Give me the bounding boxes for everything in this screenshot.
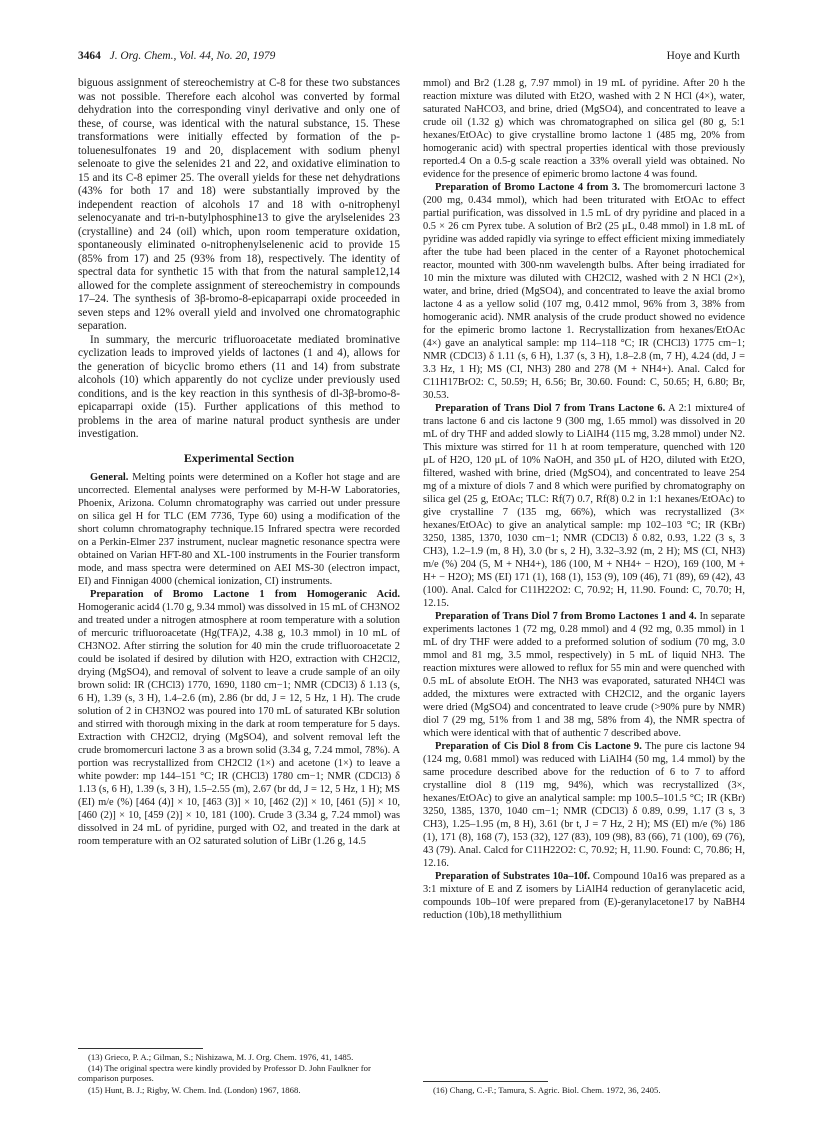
paragraph-body: Homogeranic acid4 (1.70 g, 9.34 mmol) was dissolved in 15 mL of CH3NO2 and treated under a nitrogen atmosphere at room temperature with a solution of mercuric trifluoroacetate (Hg(TFA)2, 4.38 g, 10.3 mmol) in 10 mL of CH3NO2. After stirring the solution for 40 min the crude trifluoroacetate 2 could be isolated if desired by dilution with H2O, extraction with CH2Cl2, drying (MgSO4), and removal of solvent to leave a crude sample of an oily brown solid: IR (CHCl3) 1770, 1690, 1180 cm−1; NMR (CDCl3) δ 1.13 (s, 6 H), 1.39 (s, 3 H), 1.4–2.6 (m), 2.86 (br dd, J = 12, 5 Hz, 1 H). The crude solution of 2 in CH3NO2 was poured into 170 mL of saturated KBr solution and stirred with thorough mixing in the dark at room temperature for 5 days. Extraction with CH2Cl2, drying (MgSO4), and solvent removal left the crude bromomercuri lactone 3 as a brown solid (3.34 g, 7.24 mmol, 78%). A portion was recrystallized from CH2Cl2 (1×) and acetone (1×) to leave a white powder: mp 144–151 °C; IR (CHCl3) 1780 cm−1; NMR (CDCl3) δ 1.13 (s, 6 H), 1.39 (s, 3 H), 1.5–2.55 (m), 2.67 (br dd, J = 12, 5 Hz, 1 H); MS (EI) m/e (%) [464 (4)] × 10, [463 (3)] × 10, [462 (2)] × 10, [461 (5)] × 10, [460 (2)] × 10, [459 (2)] × 10, 181 (100). Crude 3 (3.34 g, 7.24 mmol) was dissolved in 24 mL of pyridine, purged with O2, and treated in the dark at room temperature with an O2 saturated solution of LiBr (1.26 g, 14.5: [78, 601, 400, 847]
paragraph: [423, 610, 745, 740]
footnote: (15) Hunt, B. J.; Rigby, W. Chem. Ind. (London) 1967, 1868.: [88, 1084, 301, 1095]
run-in-heading: Preparation of Cis Diol 8 from Cis Lactone 9.: [435, 741, 642, 752]
paragraph-body: The pure cis lactone 94 (124 mg, 0.681 mmol) was reduced with LiAlH4 (50 mg, 1.4 mmol) by the same procedure described above for the reduction of 6 to 7 to afford crystalline diol 8 (119 mg, 94%), which was recrystallized (3×, hexanes/EtOAc) to give an analytical sample: mp 100.5–101.5 °C; IR (KBr) 3250, 1385, 1370, 1040 cm−1; NMR (CDCl3) δ 0.89, 0.99, 1.17 (3 s, 3 CH3), 1.25–1.95 (m, 8 H), 3.61 (br t, J = 7 Hz, 2 H); MS (EI) m/e (%) 186 (1), 171 (8), 168 (7), 153 (32), 127 (83), 109 (98), 83 (66), 71 (100), 69 (76), 43 (79). Anal. Calcd for C11H22O2: C, 70.92; H, 11.90. Found: C, 70.86; H, 12.16.: [423, 741, 745, 869]
journal-citation: J. Org. Chem., Vol. 44, No. 20, 1979: [109, 50, 276, 62]
run-in-heading: Preparation of Bromo Lactone 4 from 3.: [435, 182, 620, 193]
paragraph-body: The bromomercuri lactone 3 (200 mg, 0.434 mmol), which had been triturated with EtOAc to effect partial purification, was dissolved in 1.5 mL of dry pyridine and placed in a 0.5 × 26 cm Pyrex tube. A solution of Br2 (25 μL, 0.48 mmol) in 1.8 mL of pyridine was added rapidly via syringe to effect efficient mixing immediately after the tube had been placed in the center of a Rayonet photochemical reactor, mounted with 300-nm wavelength bulbs. After being irradiated for 10 min the mixture was diluted with CH2Cl2, washed with 2 N HCl (2×), water, and brine, dried (MgSO4), and concentrated to leave the axial bromo lactone 4 as a yellow solid (107 mg, 0.412 mmol, 96% from 3, 38% from homogeranic acid). NMR analysis of the crude product showed no evidence for the epimeric bromo lactone 1. Recrystallization from hexanes/EtOAc (4×) gave an analytical sample: mp 114–118 °C; IR (CHCl3) 1775 cm−1; NMR (CDCl3) δ 1.11 (s, 6 H), 1.37 (s, 3 H), 1.8–2.8 (m, 7 H), 4.24 (dd, J = 3.3 Hz, 1 H); MS (CI, NH3) 280 and 278 (M + NH4+). Anal. Calcd for C11H17BrO2: C, 50.59; H, 6.56; Br, 30.60. Found: C, 50.65; H, 6.80; Br, 30.53.: [423, 182, 745, 401]
paragraph-body: In separate experiments lactones 1 (72 mg, 0.28 mmol) and 4 (92 mg, 0.35 mmol) in 1 mL of dry THF were added to a preformed solution of sodium (70 mg, 3.0 mmol and 81 mg, 3.5 mmol, respectively) in 5 mL of liquid NH3. The reaction mixtures were allowed to reflux for 55 min and were quenched with 0.5 mL of absolute EtOH. The NH3 was evaporated, saturated NH4Cl was added, the mixtures were extracted with CH2Cl2, and the organic layers were dried (MgSO4) and concentrated to leave crude (>90% pure by NMR) diol 7 (29 mg, 51% from 1 and 38 mg, 58% from 4), the NMR spectra of which were identical with that of authentic 7 described above.: [423, 611, 745, 739]
paragraph: [423, 870, 745, 922]
paragraph: [423, 402, 745, 610]
footnote: (13) Grieco, P. A.; Gilman, S.; Nishizawa, M. J. Org. Chem. 1976, 41, 1485.: [88, 1052, 354, 1062]
paragraph-body: Compound 10a16 was prepared as a 3:1 mixture of E and Z isomers by LiAlH4 reduction of geranylacetic acid, compounds 10b–10f were prepared from (E)-geranylacetone17 by NaBH4 reduction (10b),18 methyllithium: [423, 871, 745, 921]
paragraph: biguous assignment of stereochemistry at C-8 for these two substances was not possible. Therefore each alcohol was converted by formal dehydration into the corresponding vinyl derivative and only one of these, of course, was identical with the natural substance, 15. These transformations were initially effected by formation of the p-toluenesulfonates 19 and 20, displacement with sodium phenyl selenoate to give the selenides 21 and 22, and oxidative elimination to 15 and its C-8 epimer 25. The overall yields for these net dehydrations (43% for both 17 and 18) were substantially improved by the independent reaction of alcohols 17 and 18 with o-nitrophenyl selenocyanate and tri-n-butylphosphine13 to give the arylselenides 23 (crystalline) and 24 (oil) which, upon room temperature oxidation, spontaneously eliminated o-nitrophenylselenenic acid to provide 15 (85% from 17) and 25 (93% from 18), respectively. The identity of spectral data for synthetic 15 with that from the natural sample12,14 allowed for the complete assignment of stereochemistry in compounds 17–24. The synthesis of 3β-bromo-8-epicaparrapi oxide proceeded in seven steps and 12% overall yield and involved one chromatographic separation.: [78, 77, 400, 332]
run-in-heading: Preparation of Bromo Lactone 1 from Homogeranic Acid.: [90, 588, 400, 600]
paragraph: [423, 740, 745, 870]
footnote-rule: [78, 1048, 203, 1049]
left-column: [78, 77, 400, 848]
paragraph: mmol) and Br2 (1.28 g, 7.97 mmol) in 19 mL of pyridine. After 20 h the reaction mixture was diluted with Et2O, washed with 2 N HCl (4×), water, saturated NaHCO3, and brine, dried (MgSO4), and concentrated to leave a crude oil (1.32 g) which was chromatographed on silica gel (80 g, 5:1 hexanes/EtOAc) to give crystalline bromo lactone 1 (485 mg, 20% from homogeranic acid) with spectral properties identical with those previously reported.4 On a 0.5-g scale reaction a 33% overall yield was obtained. No evidence for the presence of epimeric bromo lactone 4 was found.: [423, 78, 745, 180]
paragraph-body: Melting points were determined on a Kofler hot stage and are uncorrected. Elemental analyses were performed by M-H-W Laboratories, Phoenix, Arizona. Column chromatography was carried out under pressure on silica gel H for TLC (EM 7736, Type 60) using a modification of the short column chromatography technique.15 Infrared spectra were recorded on a Perkin-Elmer 237 instrument, nuclear magnetic resonance spectra were obtained on Varian HFT-80 and XL-100 instruments in the Fourier transform mode, and mass spectra were determined on AEI MS-30 (electron impact, EI) and Finnigan 4000 (chemical ionization, CI) instruments.: [78, 471, 400, 587]
header-left: [78, 50, 275, 62]
run-in-heading: Preparation of Trans Diol 7 from Bromo Lactones 1 and 4.: [435, 611, 697, 622]
paragraph: In summary, the mercuric trifluoroacetate mediated brominative cyclization leads to improved yields of lactones (1 and 4), allows for the generation of bicyclic bromo ethers (11 and 14) from substrate alcohols (10) which apparently do not cyclize under previously used conditions, and is the key reaction in this synthesis of dl-3β-bromo-8-epicaparrapi oxide (15). Further applications of this method to problems in the area of marine natural product synthesis are under investigation.: [78, 333, 400, 440]
paragraph: [423, 181, 745, 402]
run-in-heading: General.: [90, 471, 129, 483]
footnote: (16) Chang, C.-F.; Tamura, S. Agric. Biol. Chem. 1972, 36, 2405.: [433, 1085, 661, 1095]
section-title: Experimental Section: [183, 450, 295, 465]
page-number: 3464: [78, 50, 101, 62]
footnotes-left: [78, 1052, 400, 1096]
footnote-rule: [423, 1081, 548, 1082]
paragraph-body: A 2:1 mixture4 of trans lactone 6 and cis lactone 9 (300 mg, 1.65 mmol) was dissolved in 20 mL of dry THF and added slowly to LiAlH4 (115 mg, 3.28 mmol) under N2. This mixture was stirred for 11 h at room temperature, quenched with 120 μL of H2O, 120 μL of 10% NaOH, and 350 μL of H2O, diluted with Et2O, filtered, washed with brine, dried (MgSO4), and concentrated to leave 254 mg of a mixture of diols 7 and 8 which were purified by chromatography on silica gel (25 g, EtOAc; TLC: Rf(7) 0.7, Rf(8) 0.2 in 1:1 hexanes/EtOAc) to give crystalline 7 (135 mg, 66%), which was recrystallized (3× hexanes/EtOAc) to give an analytical sample: mp 102–103 °C; IR (KBr) 3250, 1385, 1370, 1030 cm−1; NMR (CDCl3) δ 0.82, 0.93, 1.22 (3 s, 3 CH3), 1.2–1.9 (m, 8 H), 3.0 (br s, 2 H), 3.32–3.92 (m, 2 H); MS (CI, NH3) m/e (%) 204 (5, M + NH4+), 186 (100, M + NH4+ − H2O), 169 (100, M + H+ − H2O); MS (EI) 171 (1), 168 (1), 153 (9), 109 (46), 71 (89), 69 (42), 43 (100). Anal. Calcd for C11H22O2: C, 70.92; H, 11.90. Found: C, 70.70; H, 12.15.: [423, 403, 745, 609]
footnote: (14) The original spectra were kindly provided by Professor D. John Faulkner for comparison purposes.: [78, 1063, 371, 1084]
header-authors: Hoye and Kurth: [666, 50, 740, 62]
run-in-heading: Preparation of Substrates 10a–10f.: [435, 871, 590, 882]
paragraph: [78, 471, 400, 588]
footnotes-right: [423, 1085, 745, 1096]
right-column: [423, 77, 745, 922]
run-in-heading: Preparation of Trans Diol 7 from Trans Lactone 6.: [435, 403, 666, 414]
paragraph: [78, 588, 400, 848]
